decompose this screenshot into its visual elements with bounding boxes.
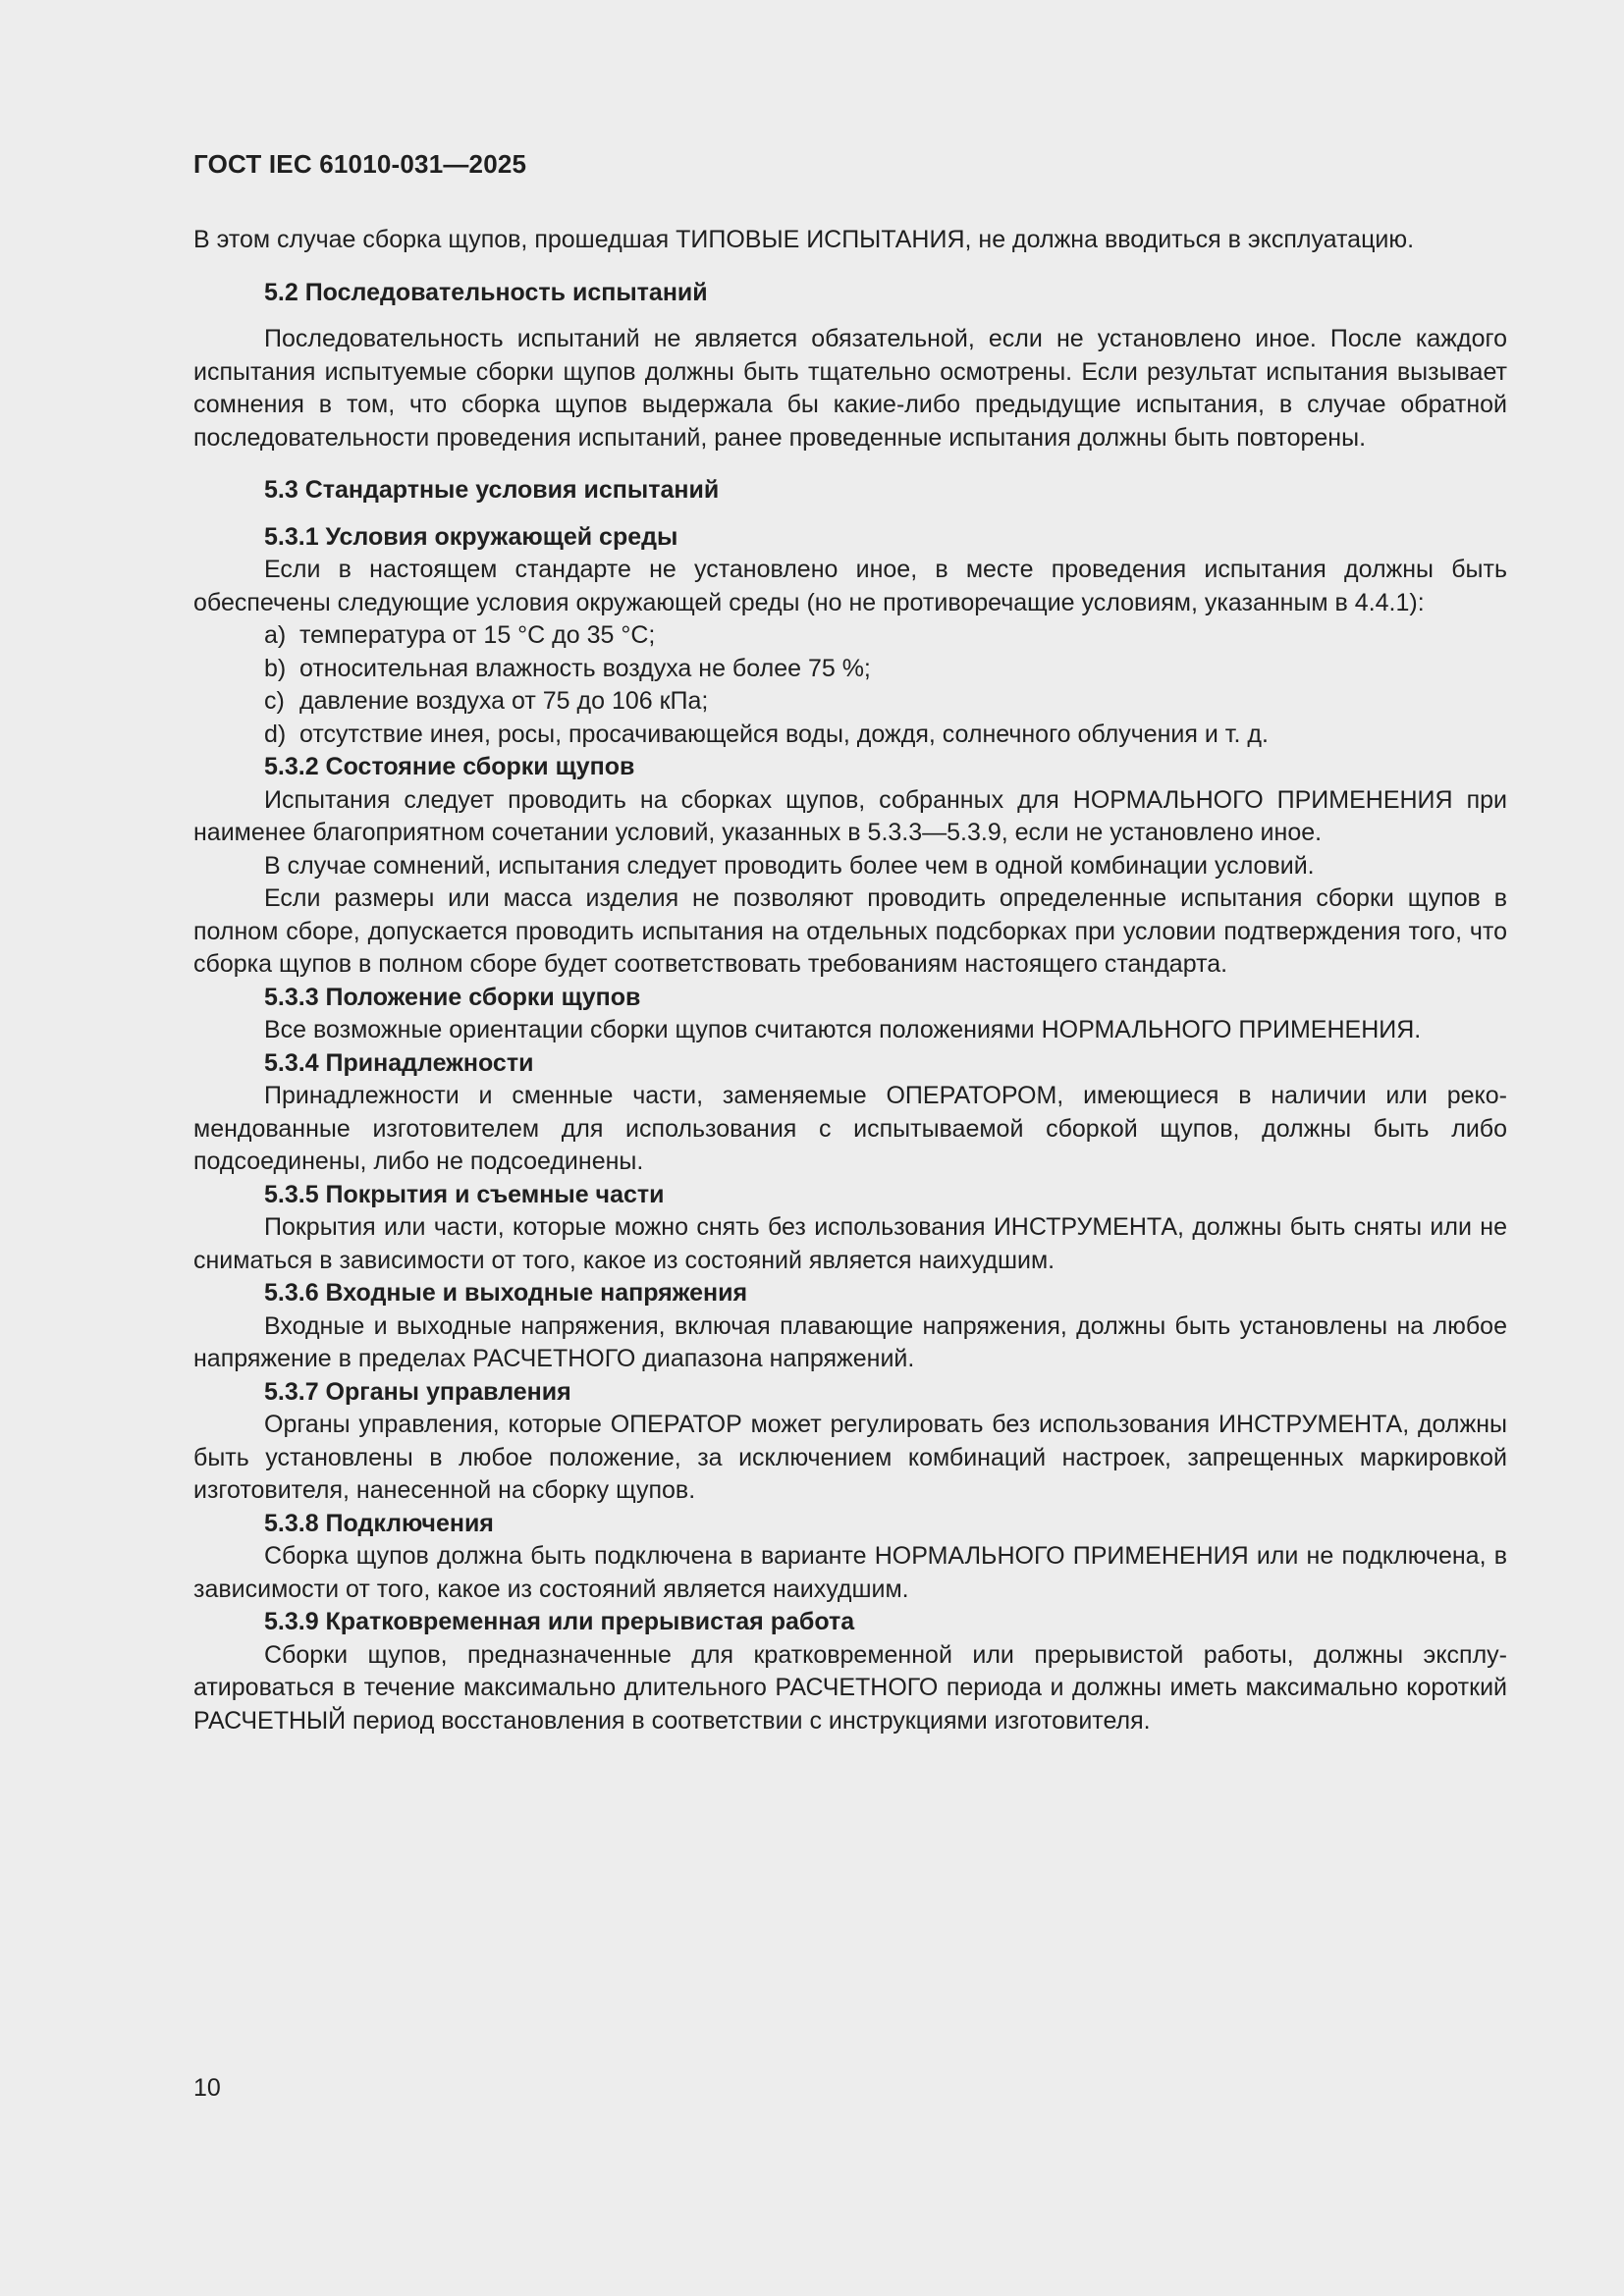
- list-item: [193, 653, 1507, 686]
- section-5-3-5-text: Покрытия или части, которые можно снять без использования ИНСТРУМЕНТА, должны быть сняты или не сниматься в зависимости от того, какое из состояний является наихудшим.: [193, 1213, 1507, 1274]
- list-item-label: c): [264, 687, 285, 715]
- list-item-text: давление воздуха от 75 до 106 кПа;: [299, 687, 709, 715]
- section-5-3-4-text: Принадлежности и сменные части, заменяемые ОПЕРАТОРОМ, имеющиеся в наличии или рекомендованные изготовителем для использования с испытываемой сборкой щупов, должны быть либо подсоединены, либо не подсоединены.: [193, 1082, 1507, 1175]
- list-item-text: температура от 15 °С до 35 °С;: [299, 621, 656, 649]
- section-5-3-7-text: Органы управления, которые ОПЕРАТОР может регулировать без использования ИНСТРУМЕНТА, должны быть установлены в любое положение, за исключением комбинаций настроек, запрещенных маркировкой изготовителя, нанесенной на сборку щупов.: [193, 1411, 1507, 1504]
- section-5-3-6-heading: 5.3.6 Входные и выходные напряжения: [264, 1279, 748, 1307]
- section-5-3-1-text: Если в настоящем стандарте не установлено иное, в месте проведения испытания должны быть обеспечены следующие условия окружающей среды (но не противоречащие условиям, указанным в 4.4.1):: [193, 556, 1507, 616]
- list-item-label: b): [264, 654, 287, 682]
- section-5-3-3-text: Все возможные ориентации сборки щупов считаются положениями НОРМАЛЬНОГО ПРИМЕНЕНИЯ.: [264, 1016, 1422, 1043]
- document-header: ГОСТ IEC 61010-031—2025: [193, 149, 527, 179]
- page-number: 10: [193, 2074, 221, 2102]
- continuation-paragraph: В этом случае сборка щупов, прошедшая ТИПОВЫЕ ИСПЫТАНИЯ, не должна вводиться в эксплуатацию.: [193, 226, 1415, 253]
- list-item-label: a): [264, 621, 287, 649]
- section-5-3-2-text-3: Если размеры или масса изделия не позволяют проводить определенные испытания сборки щупов в полном сборе, допускается проводить испытания на отдельных подсборках при условии подтверждения того, что сборка щупов в полном сборе будет соответствовать требованиям настоящего стандарта.: [193, 884, 1507, 978]
- section-5-3-2-heading: 5.3.2 Состояние сборки щупов: [264, 753, 635, 780]
- section-5-3-1-heading: 5.3.1 Условия окружающей среды: [264, 522, 678, 551]
- section-5-3-2-text-1: Испытания следует проводить на сборках щупов, собранных для НОРМАЛЬНОГО ПРИМЕНЕНИЯ при наименее благоприятном сочетании условий, указанных в 5.3.3—5.3.9, если не установлено иное.: [193, 785, 1507, 846]
- section-5-3-8-heading: 5.3.8 Подключения: [264, 1509, 494, 1537]
- section-5-3-8-text: Сборка щупов должна быть подключена в варианте НОРМАЛЬНОГО ПРИМЕНЕНИЯ или не подключена, в зависимости от того, какое из состояний является наихудшим.: [193, 1542, 1507, 1603]
- list-item: [193, 719, 1507, 752]
- list-item-text: отсутствие инея, росы, просачивающейся воды, дождя, солнечного облучения и т. д.: [299, 720, 1269, 748]
- section-5-3-3-heading: 5.3.3 Положение сборки щупов: [264, 983, 641, 1011]
- section-5-3-9-text: Сборки щупов, предназначенные для кратковременной или прерывистой работы, должны эксплуатироваться в течение максимально длительного РАСЧЕТНОГО периода и должны иметь максимально короткий РАСЧЕТНЫЙ период восстановления в соответствии с инструкциями изготовителя.: [193, 1640, 1507, 1735]
- list-item-label: d): [264, 720, 287, 748]
- section-5-3-4-heading: 5.3.4 Принадлежности: [264, 1048, 534, 1077]
- list-item: [193, 685, 1507, 719]
- section-5-3-6-text: Входные и выходные напряжения, включая плавающие напряжения, должны быть установлены на любое напряжение в пределах РАСЧЕТНОГО диапазона напряжений.: [193, 1311, 1507, 1372]
- section-5-3-2-text-2: В случае сомнений, испытания следует проводить более чем в одной комбинации условий.: [264, 851, 1315, 880]
- section-5-2-heading: 5.2 Последовательность испытаний: [264, 278, 708, 306]
- document-body: [193, 224, 1507, 1737]
- section-5-3-heading: 5.3 Стандартные условия испытаний: [264, 476, 720, 504]
- list-item-text: относительная влажность воздуха не более 75 %;: [299, 654, 871, 682]
- list-item: [193, 619, 1507, 653]
- section-5-3-7-heading: 5.3.7 Органы управления: [264, 1377, 571, 1406]
- section-5-3-5-heading: 5.3.5 Покрытия и съемные части: [264, 1180, 665, 1208]
- section-5-3-9-heading: 5.3.9 Кратковременная или прерывистая работа: [264, 1608, 855, 1635]
- section-5-2-text: Последовательность испытаний не является обязательной, если не установлено иное. После каждого испытания испытуемые сборки щупов должны быть тщательно осмотрены. Если результат испытания вызывает сомнения в том, что сборка щупов выдержала бы какие-либо предыдущие испытания, в случае обратной последовательности проведения испытаний, ранее проведенные испытания должны быть повторены.: [193, 325, 1507, 452]
